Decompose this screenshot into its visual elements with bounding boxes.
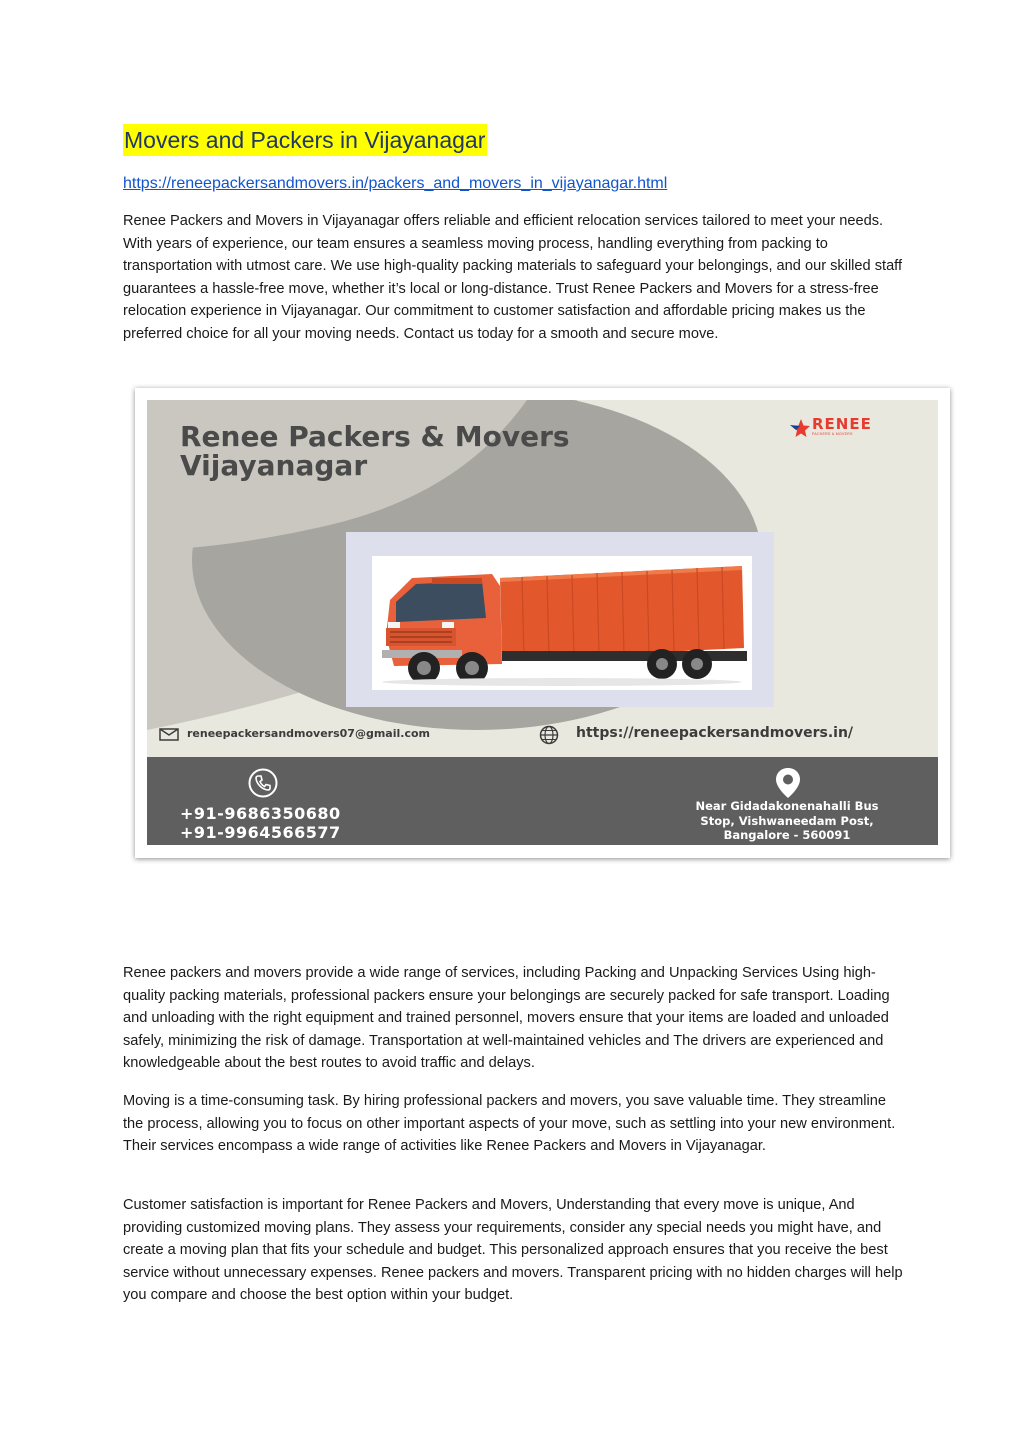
logo-star-icon: [790, 417, 812, 439]
banner-canvas: [147, 400, 938, 845]
banner-image: [135, 388, 950, 858]
customer-satisfaction-paragraph: Customer satisfaction is important for Renee Packers and Movers, Understanding that every move is unique, And providing customized moving plans. They assess your requirements, consider any special needs you might have, and create a moving plan that fits your schedule and budget. This personalized approach ensures that you receive the best service without unnecessary expenses. Renee packers and movers. Transparent pricing with no hidden charges will help you compare and choose the best option within your budget.: [123, 1197, 903, 1304]
website-url: https://reneepackersandmovers.in/: [576, 725, 854, 741]
truck-photo: [372, 556, 752, 690]
email-address: reneepackersandmovers07@gmail.com: [187, 727, 430, 740]
renee-logo: [790, 415, 890, 439]
banner-headline: Renee Packers & Movers Vijayanagar: [180, 420, 570, 482]
contact-row: [159, 725, 934, 745]
phone-number-1: +91-9686350680: [180, 804, 341, 823]
address-text: Near Gidadakonenahalli Bus Stop, Vishwaneedam Post, Bangalore - 560091: [695, 799, 879, 842]
logo-text: RENEE: [812, 415, 872, 433]
banner-footer: [147, 757, 938, 845]
intro-paragraph: Renee Packers and Movers in Vijayanagar offers reliable and efficient relocation services tailored to meet your needs. With years of experience, our team ensures a seamless moving process, handling everything from packing to transportation with utmost care. We use high-quality packing materials to safeguard your belongings, and our skilled staff guarantees a hassle-free move, whether it’s local or long-distance. Trust Renee Packers and Movers for a stress-free relocation experience in Vijayanagar. Our commitment to customer satisfaction and affordable pricing makes us the preferred choice for all your moving needs. Contact us today for a smooth and secure move.: [123, 213, 903, 342]
page-title: Movers and Packers in Vijayanagar: [123, 124, 487, 156]
mail-icon: [159, 728, 179, 741]
phone-number-2: +91-9964566577: [180, 823, 341, 842]
globe-icon: [539, 725, 559, 745]
services-paragraph: Renee packers and movers provide a wide range of services, including Packing and Unpacking Services Using high-quality packing materials, professional packers ensure your belongings are securely packed for safe transport. Loading and unloading with the right equipment and trained personnel, movers ensure that your items are loaded and unloaded safely, minimizing the risk of damage. Transportation at well-maintained vehicles and The drivers are experienced and knowledgeable about the best routes to avoid traffic and delays.: [123, 965, 890, 1072]
truck-photo-frame: [346, 532, 774, 707]
truck-image: [372, 556, 752, 690]
logo-subtext: PACKERS & MOVERS: [812, 432, 853, 436]
time-saving-paragraph: Moving is a time-consuming task. By hiring professional packers and movers, you save valuable time. They streamline the process, allowing you to focus on other important aspects of your move, such as settling into your new environment. Their services encompass a wide range of activities like Renee Packers and Movers in Vijayanagar.: [123, 1093, 896, 1155]
phone-icon: [248, 768, 278, 798]
location-pin-icon: [773, 767, 803, 799]
page-url-link[interactable]: https://reneepackersandmovers.in/packers_and_movers_in_vijayanagar.html: [123, 175, 668, 192]
